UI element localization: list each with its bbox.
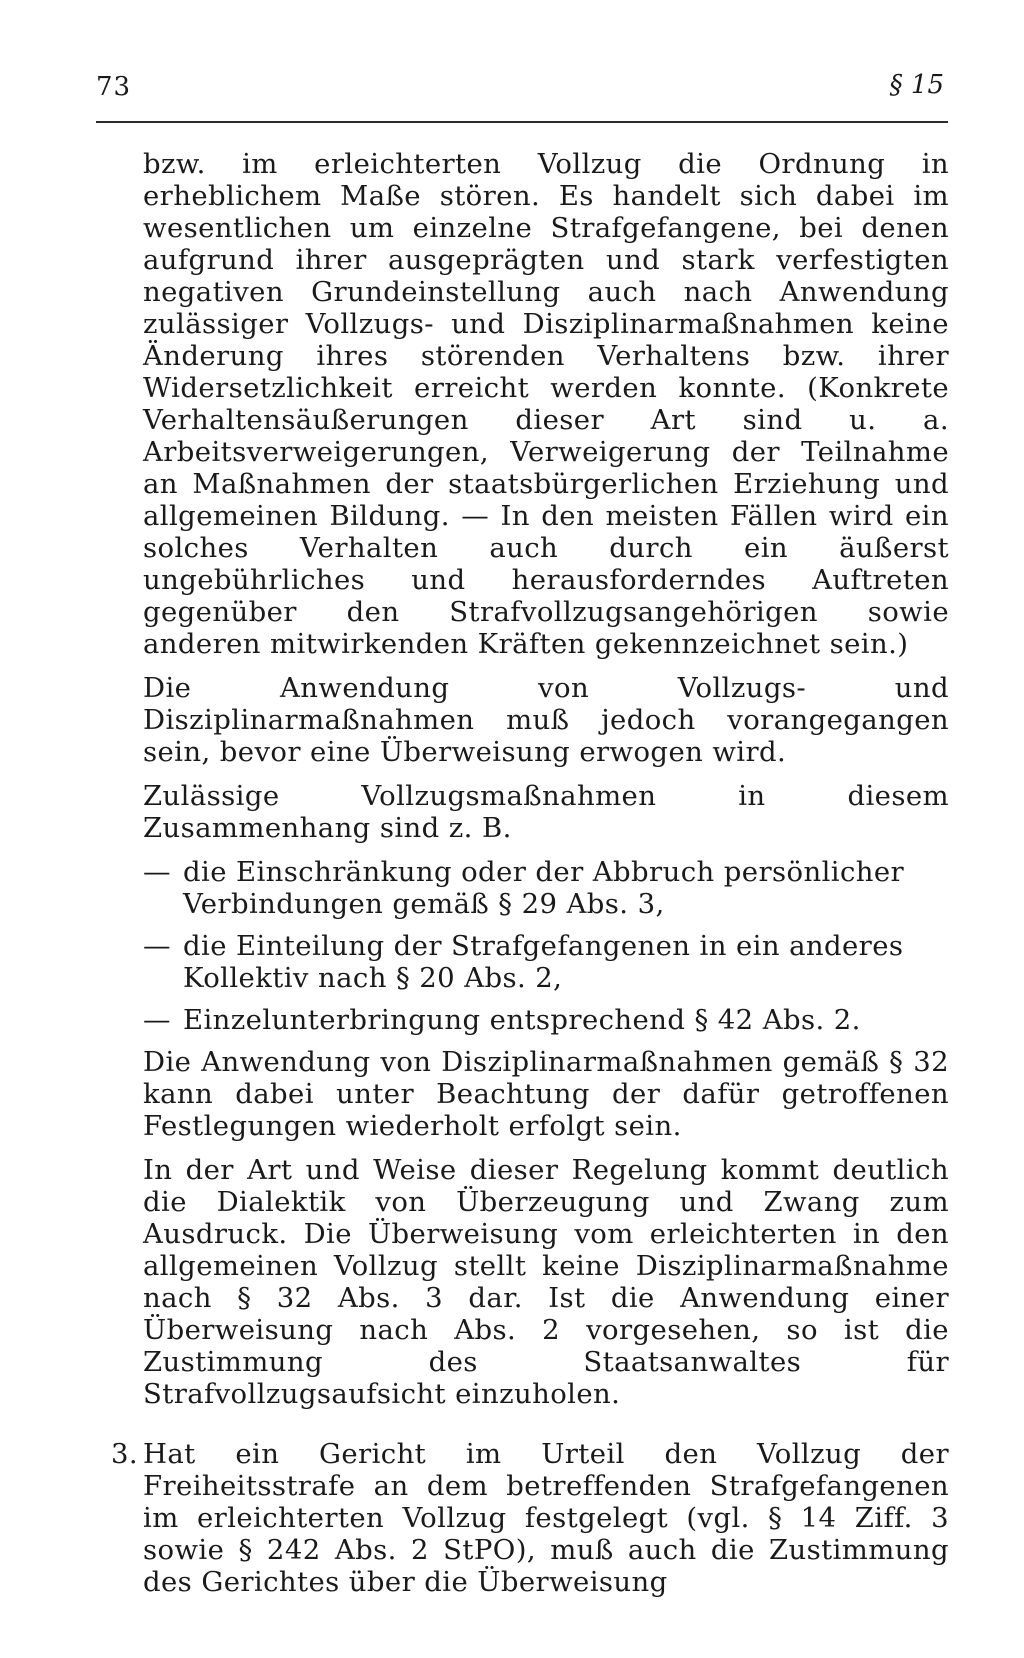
list-dash: — xyxy=(143,1004,171,1036)
list-item-text: die Einteilung der Strafgefangenen in ein anderes Kollektiv nach § 20 Abs. 2, xyxy=(183,930,904,994)
list-item-text: Einzelunterbringung entsprechend § 42 Abs. 2. xyxy=(183,1004,861,1036)
paragraph-1: bzw. im erleichterten Vollzug die Ordnung in erheblichem Maße stören. Es handelt sich dabei im wesentlichen um einzelne Strafgefangene, bei denen aufgrund ihrer ausgeprägten und stark verfestigten negativen Grundeinstellung auch nach Anwendung zulässiger Vollzugs- und Disziplinarmaßnahmen keine Änderung ihres störenden Verhaltens bzw. ihrer Widersetzlichkeit erreicht werden konnte. (Konkrete Verhaltensäußerungen dieser Art sind u. a. Arbeitsverweigerungen, Verweigerung der Teilnahme an Maßnahmen der staatsbürgerlichen Erziehung und allgemeinen Bildung. — In den meisten Fällen wird ein solches Verhalten auch durch ein äußerst ungebührliches und herausforderndes Auftreten gegenüber den Strafvollzugsangehörigen sowie anderen mitwirkenden Kräften gekennzeichnet sein.) xyxy=(143,148,949,660)
list-item xyxy=(143,930,949,994)
list-item xyxy=(143,1004,949,1036)
numbered-item-3 xyxy=(111,1438,949,1598)
list-item xyxy=(143,856,949,920)
header-rule xyxy=(96,121,948,123)
page-number: 73 xyxy=(96,72,132,102)
paragraph-4: Die Anwendung von Disziplinarmaßnahmen gemäß § 32 kann dabei unter Beachtung der dafür getroffenen Festlegungen wiederholt erfolgt sein. xyxy=(143,1046,949,1142)
list-item-text: die Einschränkung oder der Abbruch persönlicher Verbindungen gemäß § 29 Abs. 3, xyxy=(183,856,905,920)
item-text: Hat ein Gericht im Urteil den Vollzug der Freiheitsstrafe an dem betreffenden Strafgefangenen im erleichterten Vollzug festgelegt (vgl. § 14 Ziff. 3 sowie § 242 Abs. 2 StPO), muß auch die Zustimmung des Gerichtes über die Überweisung xyxy=(143,1438,949,1598)
item-number: 3. xyxy=(111,1438,139,1470)
measure-list xyxy=(143,856,949,1036)
paragraph-5: In der Art und Weise dieser Regelung kommt deutlich die Dialektik von Überzeugung und Zwang zum Ausdruck. Die Überweisung vom erleichterten in den allgemeinen Vollzug stellt keine Disziplinarmaßnahme nach § 32 Abs. 3 dar. Ist die Anwendung einer Überweisung nach Abs. 2 vorgesehen, so ist die Zustimmung des Staatsanwaltes für Strafvollzugsaufsicht einzuholen. xyxy=(143,1154,949,1410)
paragraph-2: Die Anwendung von Vollzugs- und Disziplinarmaßnahmen muß jedoch vorangegangen sein, bevor eine Überweisung erwogen wird. xyxy=(143,672,949,768)
list-dash: — xyxy=(143,930,171,962)
page-header xyxy=(96,72,944,112)
body-text xyxy=(111,148,949,1598)
paragraph-3: Zulässige Vollzugsmaßnahmen in diesem Zusammenhang sind z. B. xyxy=(143,780,949,844)
list-dash: — xyxy=(143,856,171,888)
section-reference: § 15 xyxy=(889,70,944,100)
